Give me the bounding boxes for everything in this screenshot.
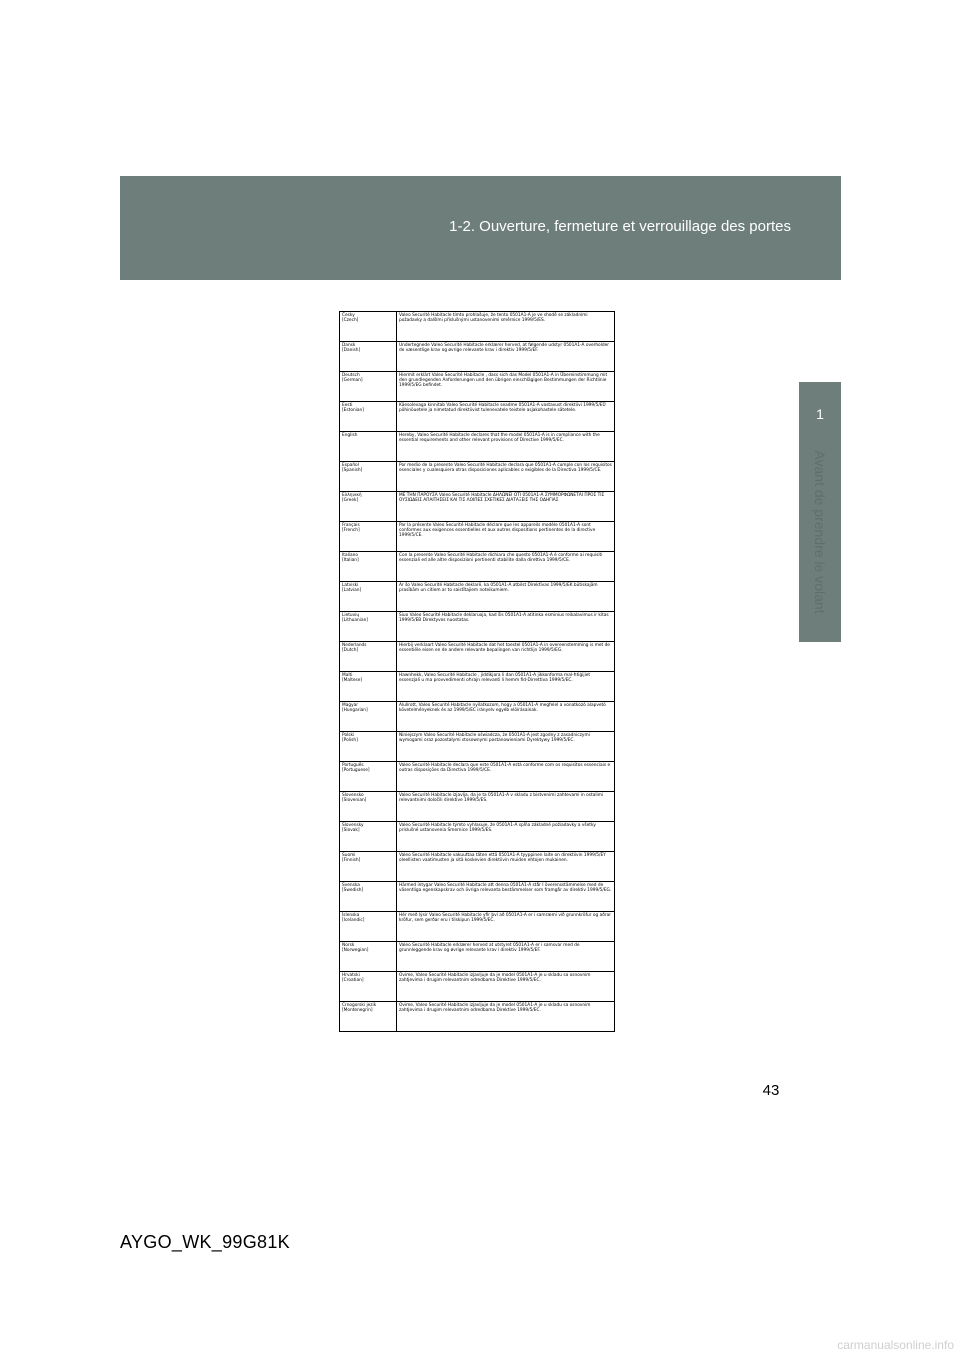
table-row xyxy=(340,942,615,972)
declaration-text: Hiermit erklärt Valeo Securité Habitacle , dass sich das Model 0501A1-A in Übereinstimmung mit den grundlegenden Anforderungen und den übrigen einschlägigen Bestimmungen der Richtlinie 1999/5/EG befindet. xyxy=(397,372,615,402)
language-english-name: [Maltese] xyxy=(342,678,363,684)
declaration-text: Par la présente Valeo Securité Habitacle déclare que les appareils modèle 0501A1-A sont conformes aux exigences essentielles et aux autres dispositions pertinentes de la directive 1999/5/CE. xyxy=(397,522,615,552)
declaration-text: Hierbij verklaart Valeo Securité Habitacle dat het toestel 0501A1-A in overeenstemming is met de essentiële eisen en de andere relevante bepalingen van richtlijn 1999/5/EG. xyxy=(397,642,615,672)
table-row xyxy=(340,342,615,372)
declaration-text: Alulírott, Valeo Securité Habitacle nyilatkozom, hogy a 0501A1-A megfelel a vonatkozó alapvetõ követelményeknek és az 1999/5/EC irányelv egyéb elõírásainak. xyxy=(397,702,615,732)
header-band xyxy=(120,176,841,280)
language-name: Norsk xyxy=(342,943,355,948)
table-row xyxy=(340,732,615,762)
declaration-text: Valeo Securité Habitacle erklærer herved at utstyret 0501A1-A er i samsvar med de grunnleggende krav og øvrige relevante krav i direktiv 1999/5/EF. xyxy=(397,942,615,972)
declaration-text: Valeo Securité Habitacle declara que este 0501A1-A está conforme com os requisitos essenciais e outras disposições da Directiva 1999/5/CE. xyxy=(397,762,615,792)
language-english-name: [Swedish] xyxy=(342,888,364,894)
language-name: Latviski xyxy=(342,583,359,588)
table-row xyxy=(340,462,615,492)
language-name: Crnogorski jezik xyxy=(342,1003,377,1008)
language-cell xyxy=(340,642,397,672)
table-row xyxy=(340,312,615,342)
language-english-name: [French] xyxy=(342,528,360,534)
declaration-text: Šiuo Valeo Securité Habitacle deklaruoja, kad šis 0501A1-A atitinka esminius reikalavimus ir kitas 1999/5/EB Direktyvos nuostatas. xyxy=(397,612,615,642)
language-cell xyxy=(340,432,397,462)
language-name: Español xyxy=(342,463,359,468)
language-english-name: [Estonian] xyxy=(342,408,364,414)
language-english-name: [German] xyxy=(342,378,363,384)
language-english-name: [Slovak] xyxy=(342,828,360,834)
table-row xyxy=(340,522,615,552)
language-cell xyxy=(340,822,397,852)
declaration-text: Hereby, Valeo Securité Habitacle declares that the model 0501A1-A is in compliance with the essential requirements and other relevant provisions of Directive 1999/5/EC. xyxy=(397,432,615,462)
table-row xyxy=(340,372,615,402)
language-name: Slovensky xyxy=(342,823,364,828)
document-code: AYGO_WK_99G81K xyxy=(120,1232,290,1252)
table-row xyxy=(340,612,615,642)
language-name: Íslenska xyxy=(342,913,360,918)
language-name: Deutsch xyxy=(342,373,360,378)
language-name: Lietuvių xyxy=(342,613,360,618)
declaration-text: Härmed intygar Valeo Securité Habitacle att denna 0501A1-A står I överensstämmelse med de väsentliga egenskapskrav och övriga relevanta bestämmelser som framgår av direktiv 1999/5/EG. xyxy=(397,882,615,912)
language-name: Malti xyxy=(342,673,353,678)
language-name: Dansk xyxy=(342,343,356,348)
language-english-name: [Hungarian] xyxy=(342,708,368,714)
language-english-name: [Slovenian] xyxy=(342,798,367,804)
language-english-name: [Finnish] xyxy=(342,858,361,864)
declaration-text: Niniejszym Valeo Securité Habitacle oświadcza, że 0501A1-A jest zgodny z zasadniczymi wymogami oraz pozostałymi stosownymi postanowieniami Dyrektywy 1999/5/EC. xyxy=(397,732,615,762)
language-english-name: [Polish] xyxy=(342,738,358,744)
language-cell xyxy=(340,672,397,702)
language-cell xyxy=(340,462,397,492)
language-name: Français xyxy=(342,523,360,528)
language-cell xyxy=(340,402,397,432)
declaration-text: Käesolevaga kinnitab Valeo Securité Habitacle seadme 0501A1-A vastavust direktiivi 1999/5/EÜ põhinõuetele ja nimetatud direktiivist tulenevatele teistele asjakohastele sätetele. xyxy=(397,402,615,432)
language-cell xyxy=(340,582,397,612)
table-row xyxy=(340,402,615,432)
language-name: Ελληνική xyxy=(342,493,362,498)
language-cell xyxy=(340,372,397,402)
language-name: Hrvatski xyxy=(342,973,360,978)
table-row xyxy=(340,882,615,912)
language-name: Eesti xyxy=(342,403,353,408)
table-row xyxy=(340,792,615,822)
language-english-name: [Portuguese] xyxy=(342,768,370,774)
language-cell xyxy=(340,552,397,582)
declaration-text: Hawnhekk, Valeo Securité Habitacle , jiddikjara li dan 0501A1-A jikkonforma mal-ħtiġijiet essenzjali u ma provvedimenti oħrajn relevanti li hemm fid-Dirrettiva 1999/5/EC. xyxy=(397,672,615,702)
language-name: Português xyxy=(342,763,364,768)
table-row xyxy=(340,852,615,882)
language-cell xyxy=(340,732,397,762)
language-name: Polski xyxy=(342,733,355,738)
language-english-name: [Norwegian] xyxy=(342,948,369,954)
language-cell xyxy=(340,942,397,972)
table-row xyxy=(340,552,615,582)
declaration-table xyxy=(339,311,615,1032)
table-row xyxy=(340,822,615,852)
language-english-name: [Latvian] xyxy=(342,588,362,594)
declaration-text: Valeo Securité Habitacle týmto vyhlasuje, že 0501A1-A spĺňa základné požiadavky a všetky príslušné ustanovenia Smernice 1999/5/ES. xyxy=(397,822,615,852)
table-row xyxy=(340,642,615,672)
language-cell xyxy=(340,972,397,1002)
chapter-title: Avant de prendre le volant xyxy=(812,450,828,614)
language-english-name: [Italian] xyxy=(342,558,359,564)
language-english-name: [Danish] xyxy=(342,348,361,354)
language-cell xyxy=(340,522,397,552)
declaration-text: Por medio de la presente Valeo Securité Habitacle declara que 0501A1-A cumple con los requisitos esenciales y cualesquiera otras disposiciones aplicables o exigibles de la Directiva 1999/5/CE. xyxy=(397,462,615,492)
declaration-text: Ovime, Valeo Securité Habitacle izjavljuje da je model 0501A1-A je u skladu sa osnovnim zahtjevima i drugim relevantnim odredbama Direktive 1999/5/EC. xyxy=(397,1002,615,1032)
declaration-text: Hér með lýsir Valeo Securité Habitacle yfir því að 0501A1-A er í samræmi við grunnkröfur og aðrar kröfur, sem gerðar eru í tilskipun 1999/5/EC. xyxy=(397,912,615,942)
declaration-text: Valeo Securité Habitacle tímto prohlašuje, že tento 0501A1-A je ve shodě se základními požadavky a dalšími příslušnými ustanoveními směrnice 1999/5/ES. xyxy=(397,312,615,342)
declaration-text: Ovime, Valeo Securité Habitacle izjavljuje da je model 0501A1-A je u skladu sa osnovnim zahtjevima i drugim relevantnim odredbama Direktive 1999/5/EC. xyxy=(397,972,615,1002)
page-number: 43 xyxy=(762,1082,780,1099)
language-english-name: [Dutch] xyxy=(342,648,359,654)
table-row xyxy=(340,672,615,702)
language-english-name: [Czech] xyxy=(342,318,359,324)
declaration-text: Ar šo Valeo Securité Habitacle deklarē, ka 0501A1-A atbilst Direktīvas 1999/5/EK būtiskajām prasībām un citiem ar to saistītajiem noteikumiem. xyxy=(397,582,615,612)
language-name: Svenska xyxy=(342,883,360,888)
language-name: Italiano xyxy=(342,553,358,558)
language-name: Magyar xyxy=(342,703,359,708)
table-row xyxy=(340,1002,615,1032)
language-cell xyxy=(340,912,397,942)
language-english-name: [Lithuanian] xyxy=(342,618,368,624)
watermark: carmanualsonline.info xyxy=(837,1338,954,1352)
language-name: Nederlands xyxy=(342,643,367,648)
declaration-text: Valeo Securité Habitacle izjavlja, da je ta 0501A1-A v skladu z bistvenimi zahtevami in ostalimi relevantnimi določili direktive 1999/5/ES. xyxy=(397,792,615,822)
chapter-number: 1 xyxy=(816,406,824,422)
declaration-text: Valeo Securité Habitacle vakuuttaa täten että 0501A1-A tyyppinen laite on direktiivin 1999/5/EY oleellisten vaatimusten ja sitä koskevien direktiivin muiden ehtojen mukainen. xyxy=(397,852,615,882)
language-cell xyxy=(340,792,397,822)
language-english-name: [Icelandic] xyxy=(342,918,365,924)
declaration-text: Con la presente Valeo Securité Habitacle dichiara che questo 0501A1-A è conforme ai requisiti essenziali ed alle altre disposizioni pertinenti stabilite dalla direttiva 1999/5/CE. xyxy=(397,552,615,582)
language-english-name: [Croatian] xyxy=(342,978,364,984)
language-name: English xyxy=(342,433,358,438)
language-name: Slovensko xyxy=(342,793,364,798)
language-cell xyxy=(340,762,397,792)
table-row xyxy=(340,762,615,792)
language-cell xyxy=(340,1002,397,1032)
table-row xyxy=(340,972,615,1002)
table-row xyxy=(340,582,615,612)
declaration-text: Undertegnede Valeo Securité Habitacle erklærer herved, at følgende udstyr 0501A1-A overholder de væsentlige krav og øvrige relevante krav i direktiv 1999/5/EF. xyxy=(397,342,615,372)
declaration-text: ΜΕ ΤΗΝ ΠΑΡΟΥΣΑ Valeo Securité Habitacle ΔΗΛΩΝΕΙ ΟΤΙ 0501A1-A ΣΥΜΜΟΡΦΩΝΕΤΑΙ ΠΡΟΣ ΤΙΣ ΟΥΣΙΩΔΕΙΣ ΑΠΑΙΤΗΣΕΙΣ ΚΑΙ ΤΙΣ ΛΟΙΠΕΣ ΣΧΕΤΙΚΕΣ ΔΙΑΤΑΞΕΙΣ ΤΗΣ ΟΔΗΓΙΑΣ xyxy=(397,492,615,522)
language-english-name: [Montenegrin] xyxy=(342,1008,373,1014)
table-row xyxy=(340,702,615,732)
section-title: 1-2. Ouverture, fermeture et verrouillage des portes xyxy=(449,218,791,235)
table-row xyxy=(340,432,615,462)
language-name: Česky xyxy=(342,313,355,318)
language-cell xyxy=(340,492,397,522)
table-row xyxy=(340,912,615,942)
language-name: Suomi xyxy=(342,853,356,858)
language-english-name: [Spanish] xyxy=(342,468,363,474)
language-cell xyxy=(340,342,397,372)
language-cell xyxy=(340,882,397,912)
language-cell xyxy=(340,612,397,642)
language-cell xyxy=(340,702,397,732)
language-cell xyxy=(340,852,397,882)
language-cell xyxy=(340,312,397,342)
language-english-name: [Greek] xyxy=(342,498,359,504)
declaration-table-body xyxy=(340,312,615,1032)
table-row xyxy=(340,492,615,522)
